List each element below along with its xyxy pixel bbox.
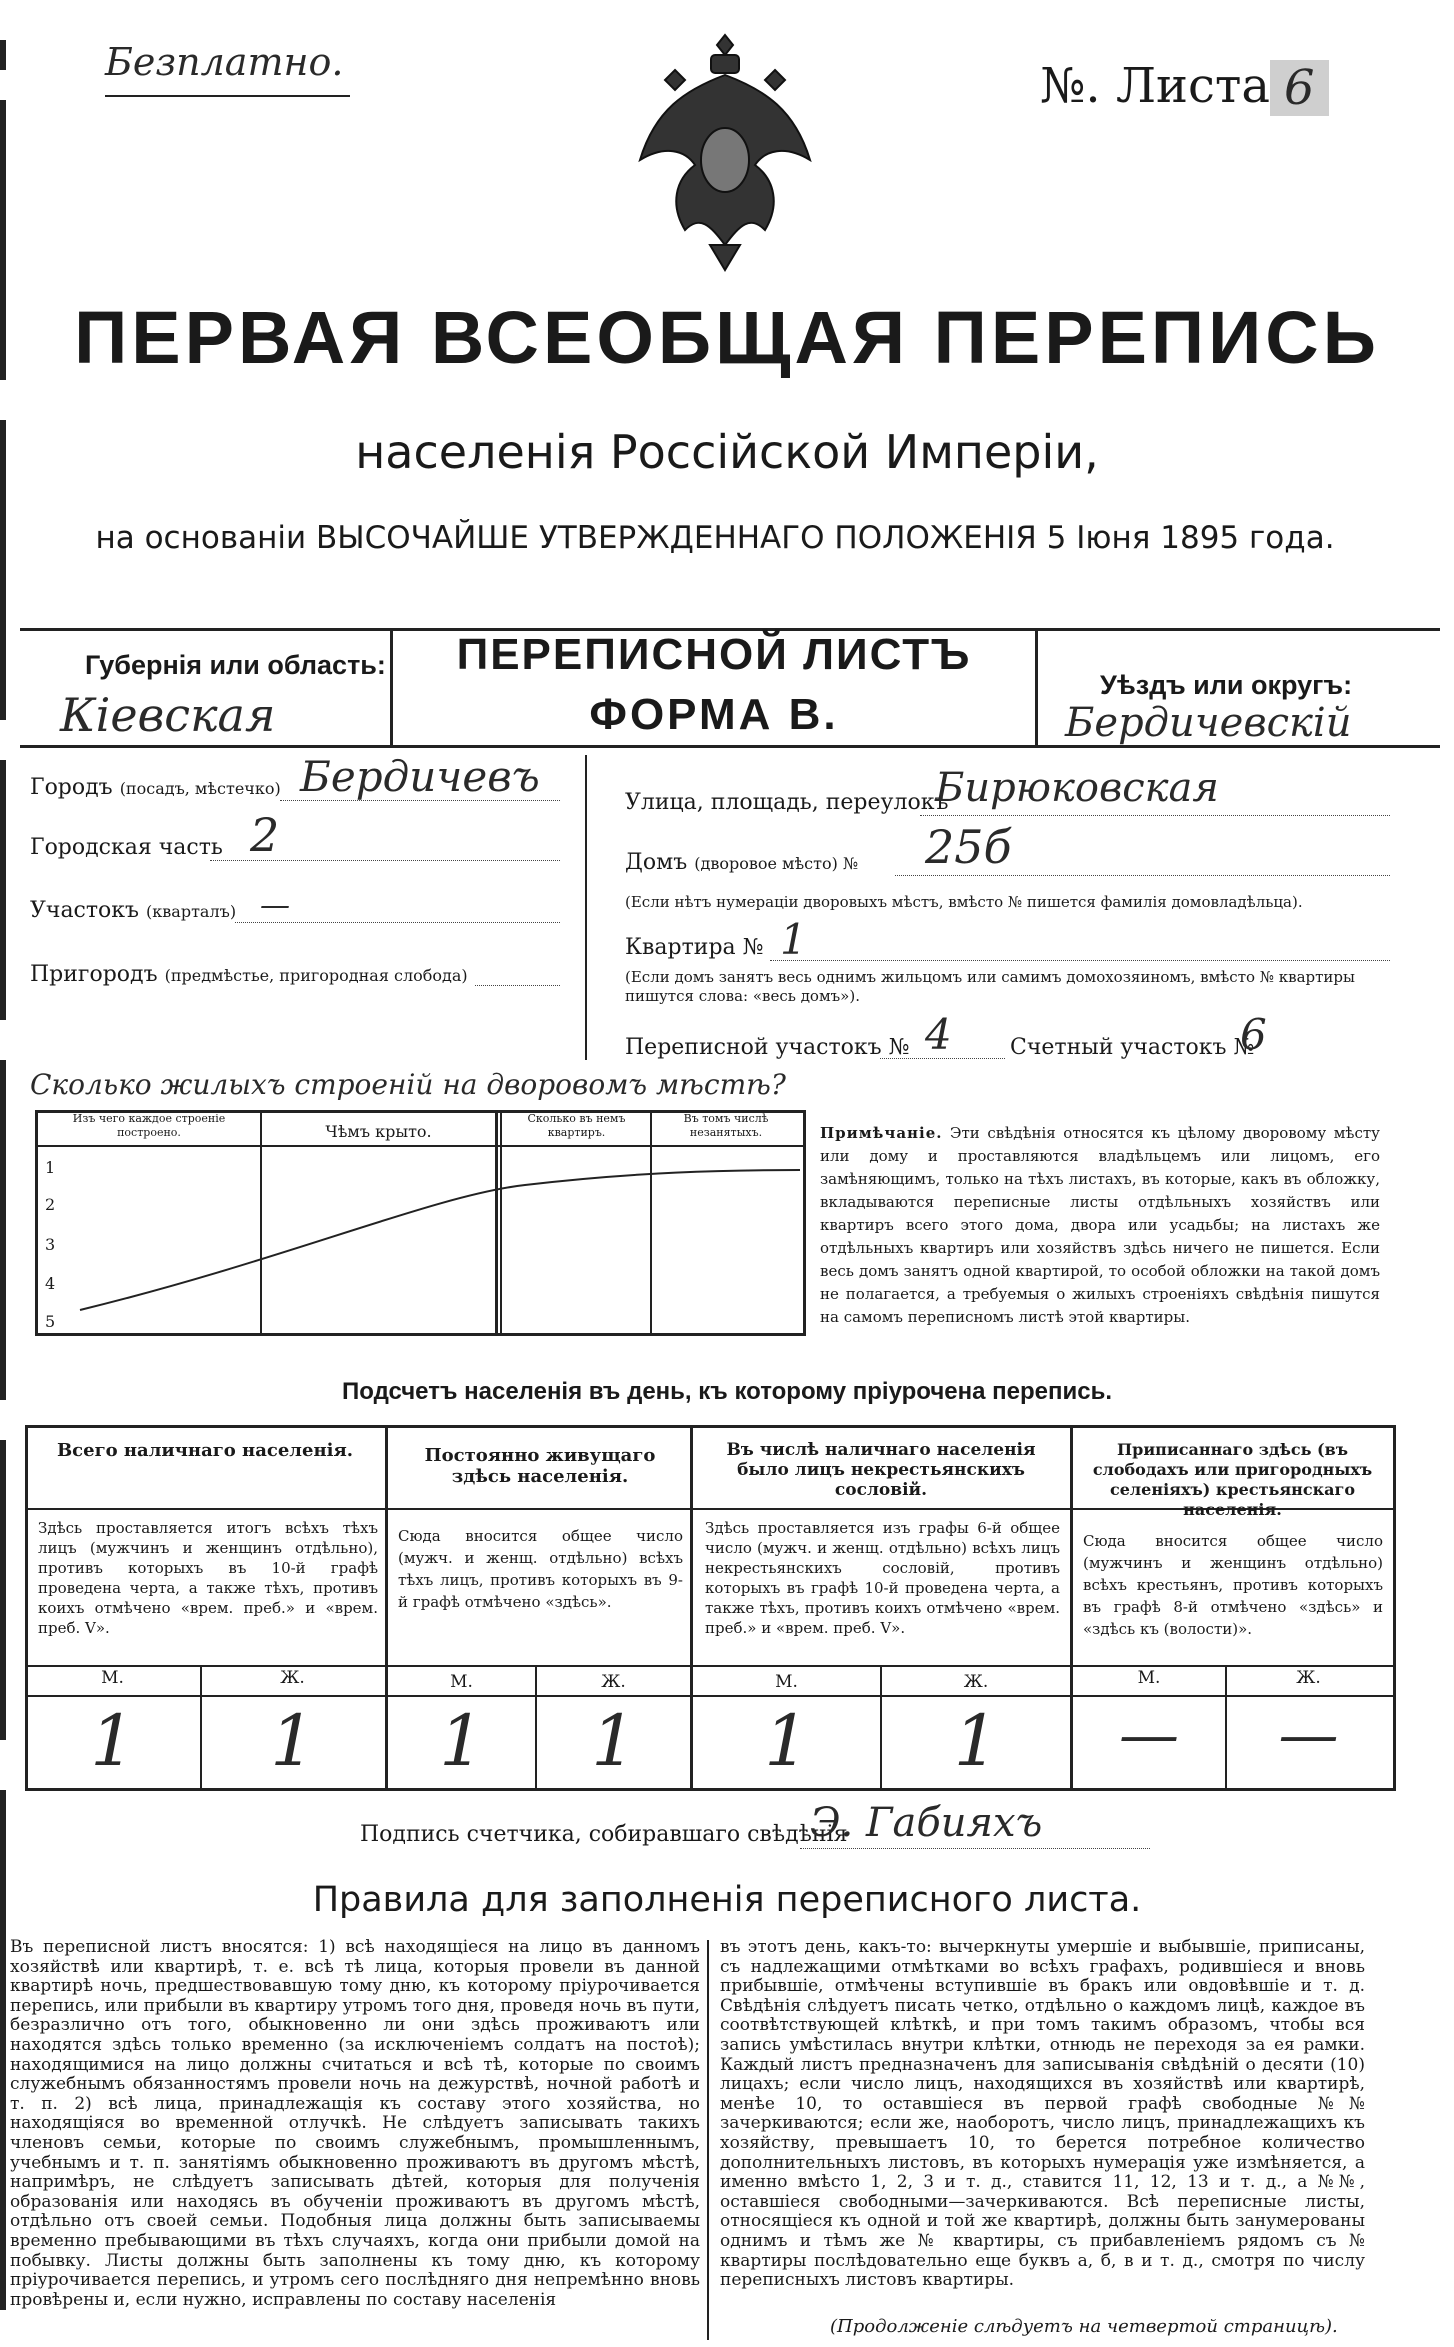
- uchastok-value: —: [260, 888, 290, 923]
- double-headed-eagle-icon: [615, 30, 835, 275]
- m-label: М.: [450, 1672, 473, 1692]
- gorod-label: Городъ: [30, 775, 113, 800]
- count-col2-head: Постоянно живущаго здѣсь населенія.: [424, 1445, 656, 1487]
- chast-value: 2: [250, 808, 280, 862]
- binding-mark: [0, 1440, 6, 1740]
- dom-value: 25б: [925, 820, 1012, 874]
- schetny-label: Счетный участокъ №: [1010, 1035, 1255, 1060]
- note-title: Примѣчаніе.: [820, 1124, 943, 1142]
- signature-label: Подпись счетчика, собиравшаго свѣдѣнія: [360, 1822, 848, 1847]
- binding-mark: [0, 1060, 6, 1400]
- binding-mark: [0, 1790, 6, 2310]
- prigorod-hint: (предмѣстье, пригородная слобода): [164, 966, 468, 985]
- m-label: М.: [101, 1668, 124, 1688]
- buildings-row-number: 3: [45, 1235, 56, 1254]
- count-col3-m: 1: [764, 1700, 809, 1782]
- count-col2-m: 1: [439, 1700, 484, 1782]
- buildings-col-roof: Чѣмъ крыто.: [325, 1122, 432, 1141]
- zh-label: Ж.: [280, 1668, 305, 1688]
- gorod-hint: (посадъ, мѣстечко): [119, 779, 281, 798]
- ulitsa-label: Улица, площадь, переулокъ: [625, 790, 949, 815]
- count-col3-head: Въ числѣ наличнаго населенія было лицъ некрестьянскихъ сословій.: [726, 1440, 1036, 1500]
- count-col4-zh: —: [1278, 1700, 1339, 1770]
- m-label: М.: [775, 1672, 798, 1692]
- count-col3-desc: Здѣсь проставляется изъ графы 6-й общее число (мужч. и женщ. отдѣльно) всѣхъ лицъ некрестьянскихъ сословій, противъ которыхъ въ графѣ 10-й проведена черта, а также тѣхъ, противъ коихъ отмѣчено «врем. преб.» и «врем. преб. V».: [705, 1519, 1060, 1637]
- uchastok-hint: (кварталъ): [146, 902, 237, 921]
- uezd-label: Уѣздъ или округъ:: [1100, 670, 1353, 700]
- sheet-number-label: №. Листа: [1040, 58, 1271, 114]
- uezd-value: Бердичевскій: [1065, 700, 1352, 746]
- zh-label: Ж.: [601, 1672, 626, 1692]
- dom-note: (Если нѣтъ нумераціи дворовыхъ мѣстъ, вмѣсто № пишется фамилія домовладѣльца).: [625, 893, 1303, 911]
- count-col1-zh: 1: [270, 1700, 315, 1782]
- kvartira-note: (Если домъ занятъ весь однимъ жильцомъ или самимъ домохозяиномъ, вмѣсто № квартиры пишутся слова: «весь домъ»).: [625, 968, 1355, 1005]
- rules-title: Правила для заполненія переписного листа.: [312, 1880, 1142, 1920]
- form-title: ПЕРЕПИСНОЙ ЛИСТЪ: [456, 630, 972, 679]
- guberniya-label: Губернія или область:: [85, 650, 386, 680]
- form-subtitle: ФОРМА В.: [589, 690, 839, 739]
- count-col2-desc: Сюда вносится общее число (мужч. и женщ. отдѣльно) всѣхъ тѣхъ лицъ, противъ которыхъ въ 9-й графѣ отмѣчено «здѣсь».: [398, 1527, 683, 1611]
- zh-label: Ж.: [1296, 1668, 1321, 1688]
- free-label: Безплатно.: [105, 40, 344, 84]
- gorod-value: Бердичевъ: [300, 752, 540, 801]
- ulitsa-value: Бирюковская: [935, 765, 1219, 811]
- count-col4-m: —: [1119, 1700, 1179, 1770]
- dom-hint: (дворовое мѣсто) №: [694, 854, 859, 873]
- count-col1-head: Всего наличнаго населенія.: [56, 1440, 354, 1461]
- m-label: М.: [1137, 1668, 1161, 1688]
- rules-right-column: въ этотъ день, какъ-то: вычеркнуты умершіе и выбывшіе, приписаны, съ надлежащими отмѣтками во всѣхъ графахъ, родившіеся и вновь прибывшіе, отмѣчены вступившіе въ бракъ или овдовѣвшіе и т. д. Свѣдѣнія слѣдуетъ писать четко, отдѣльно о каждомъ лицѣ, каждое въ соотвѣтствующей клѣткѣ, и при томъ такимъ образомъ, чтобы вся запись умѣстилась внутри клѣтки, отнюдь не переходя за ея рамки. Каждый листъ предназначенъ для записыванія свѣдѣній о десяти (10) лицахъ; если число лицъ, находящихся въ хозяйствѣ или квартирѣ, менѣе 10, то оставшіеся въ первой графѣ свободные №№ зачеркиваются; если же, наоборотъ, число лицъ, принадлежащихъ къ хозяйству, превышаетъ 10, то берется потребное количество дополнительныхъ листовъ, въ которыхъ нумерація уже измѣняется, а именно вмѣсто 1, 2, 3 и т. д., ставится 11, 12, 13 и т. д., а №№, оставшіеся свободными—зачеркиваются. Всѣ переписные листы, относящіеся къ одной и той же квартирѣ, должны быть занумерованы однимъ и тѣмъ же № квартиры, съ прибавленіемъ рядомъ съ № квартиры послѣдовательно еще буквъ а, б, в и т. д., смотря по числу переписныхъ листовъ квартиры.: [720, 1937, 1365, 2291]
- buildings-col-vacant: Въ томъ числѣ незанятыхъ.: [683, 1112, 769, 1139]
- binding-mark: [0, 760, 6, 1020]
- buildings-row-number: 4: [45, 1274, 56, 1293]
- strike-through-line: [35, 1110, 800, 1330]
- guberniya-value: Кіевская: [60, 688, 276, 742]
- perepisnoy-label: Переписной участокъ №: [625, 1035, 910, 1060]
- signature-value: Э. Габияхъ: [810, 1800, 1043, 1846]
- count-col1-desc: Здѣсь проставляется итогъ всѣхъ тѣхъ лицъ (мужчинъ и женщинъ отдѣльно), противъ которыхъ въ 10-й графѣ проведена черта, а также тѣхъ, противъ коихъ отмѣчено «врем. преб.» и «врем. преб. V».: [38, 1519, 378, 1637]
- count-col4-head: Приписаннаго здѣсь (въ слободахъ или пригородныхъ селеніяхъ) крестьянскаго населенія.: [1092, 1440, 1373, 1519]
- perepisnoy-value: 4: [925, 1010, 952, 1059]
- dom-label: Домъ: [625, 850, 688, 875]
- rules-continued: (Продолженіе слѣдуетъ на четвертой страницѣ).: [830, 2316, 1338, 2337]
- page-title: ПЕРВАЯ ВСЕОБЩАЯ ПЕРЕПИСЬ: [74, 296, 1380, 379]
- buildings-row-number: 5: [45, 1312, 56, 1331]
- prigorod-label: Пригородъ: [30, 962, 158, 987]
- note-text: Эти свѣдѣнія относятся къ цѣлому дворовому мѣсту или дому и проставляются владѣльцемъ или лицомъ, его замѣняющимъ, только на тѣхъ листахъ, въ которые, какъ въ обложку, вкладываются переписные листы отдѣльныхъ хозяйствъ или квартиръ всего этого дома, двора или усадьбы; на листахъ же отдѣльныхъ квартиръ или хозяйствъ здѣсь ничего не пишется. Если весь домъ занятъ одной квартирой, то особой обложки на такой домъ не полагается, а требуемыя о жилыхъ строеніяхъ свѣдѣнія пишутся на самомъ переписномъ листѣ этой квартиры.: [820, 1124, 1380, 1326]
- count-col1-m: 1: [90, 1700, 135, 1782]
- buildings-col-material: Изъ чего каждое строеніе построено.: [72, 1112, 226, 1139]
- legal-basis: на основаніи ВЫСОЧАЙШЕ УТВЕРЖДЕННАГО ПОЛОЖЕНІЯ 5 Іюня 1895 года.: [95, 520, 1335, 556]
- kvartira-label: Квартира №: [625, 935, 764, 960]
- binding-mark: [0, 40, 6, 70]
- buildings-col-apartments: Сколько въ немъ квартиръ.: [527, 1112, 626, 1139]
- schetny-value: 6: [1240, 1010, 1267, 1059]
- count-col4-desc: Сюда вносится общее число (мужчинъ и женщинъ отдѣльно) всѣхъ крестьянъ, противъ которыхъ въ графѣ 8-й отмѣчено «здѣсь» и «здѣсь къ (волости)».: [1083, 1532, 1383, 1638]
- uchastok-label: Участокъ: [30, 898, 140, 923]
- chast-label: Городская часть: [30, 835, 223, 860]
- count-col3-zh: 1: [953, 1700, 999, 1782]
- zh-label: Ж.: [963, 1672, 989, 1692]
- count-col2-zh: 1: [591, 1700, 636, 1782]
- count-title: Подсчетъ населенія въ день, къ которому пріурочена перепись.: [342, 1378, 1112, 1405]
- rules-left-column: Въ переписной листъ вносятся: 1) всѣ находящіеся на лицо въ данномъ хозяйствѣ или квартирѣ, т. е. всѣ тѣ лица, которыя провели въ данной квартирѣ ночь, предшествовавшую тому дню, къ которому пріурочивается перепись, или прибыли въ квартиру утромъ того дня, проведя ночь въ пути, безразлично отъ того, обыкновенно ли они здѣсь проживаютъ или находятся здѣсь только временно (за исключеніемъ солдатъ на постоѣ); находящимися на лицо должны считаться и всѣ тѣ, которые по своимъ служебнымъ обязанностямъ провели ночь на дежурствѣ, ночной работѣ и т. п. 2) всѣ лица, принадлежащія къ составу этого хозяйства, но находящіяся во временной отлучкѣ. Не слѣдуетъ записывать такихъ членовъ семьи, которые по своимъ служебнымъ, промышленнымъ, учебнымъ и т. п. занятіямъ обыкновенно проживаютъ въ другомъ мѣстѣ, напримѣръ, не слѣдуетъ записывать дѣтей, которыя для полученія образованія или находясь въ обученіи проживаютъ въ другомъ мѣстѣ, отдѣльно отъ своей семьи. Подобныя лица должны быть записываемы временно пребывающими въ тѣхъ случаяхъ, когда они прибыли домой на побывку. Листы должны быть заполнены къ тому дню, къ которому пріурочивается перепись, и утромъ сего послѣдняго дня непремѣнно вновь провѣрены и, если нужно, исправлены по составу населенія: [10, 1937, 700, 2310]
- buildings-question: Сколько жилыхъ строеній на дворовомъ мѣстѣ?: [30, 1068, 786, 1101]
- kvartira-value: 1: [780, 915, 807, 964]
- buildings-row-number: 2: [45, 1195, 56, 1214]
- page-subtitle: населенія Россійской Имперіи,: [355, 425, 1099, 479]
- buildings-row-number: 1: [45, 1158, 56, 1177]
- sheet-number-value: 6: [1270, 60, 1329, 116]
